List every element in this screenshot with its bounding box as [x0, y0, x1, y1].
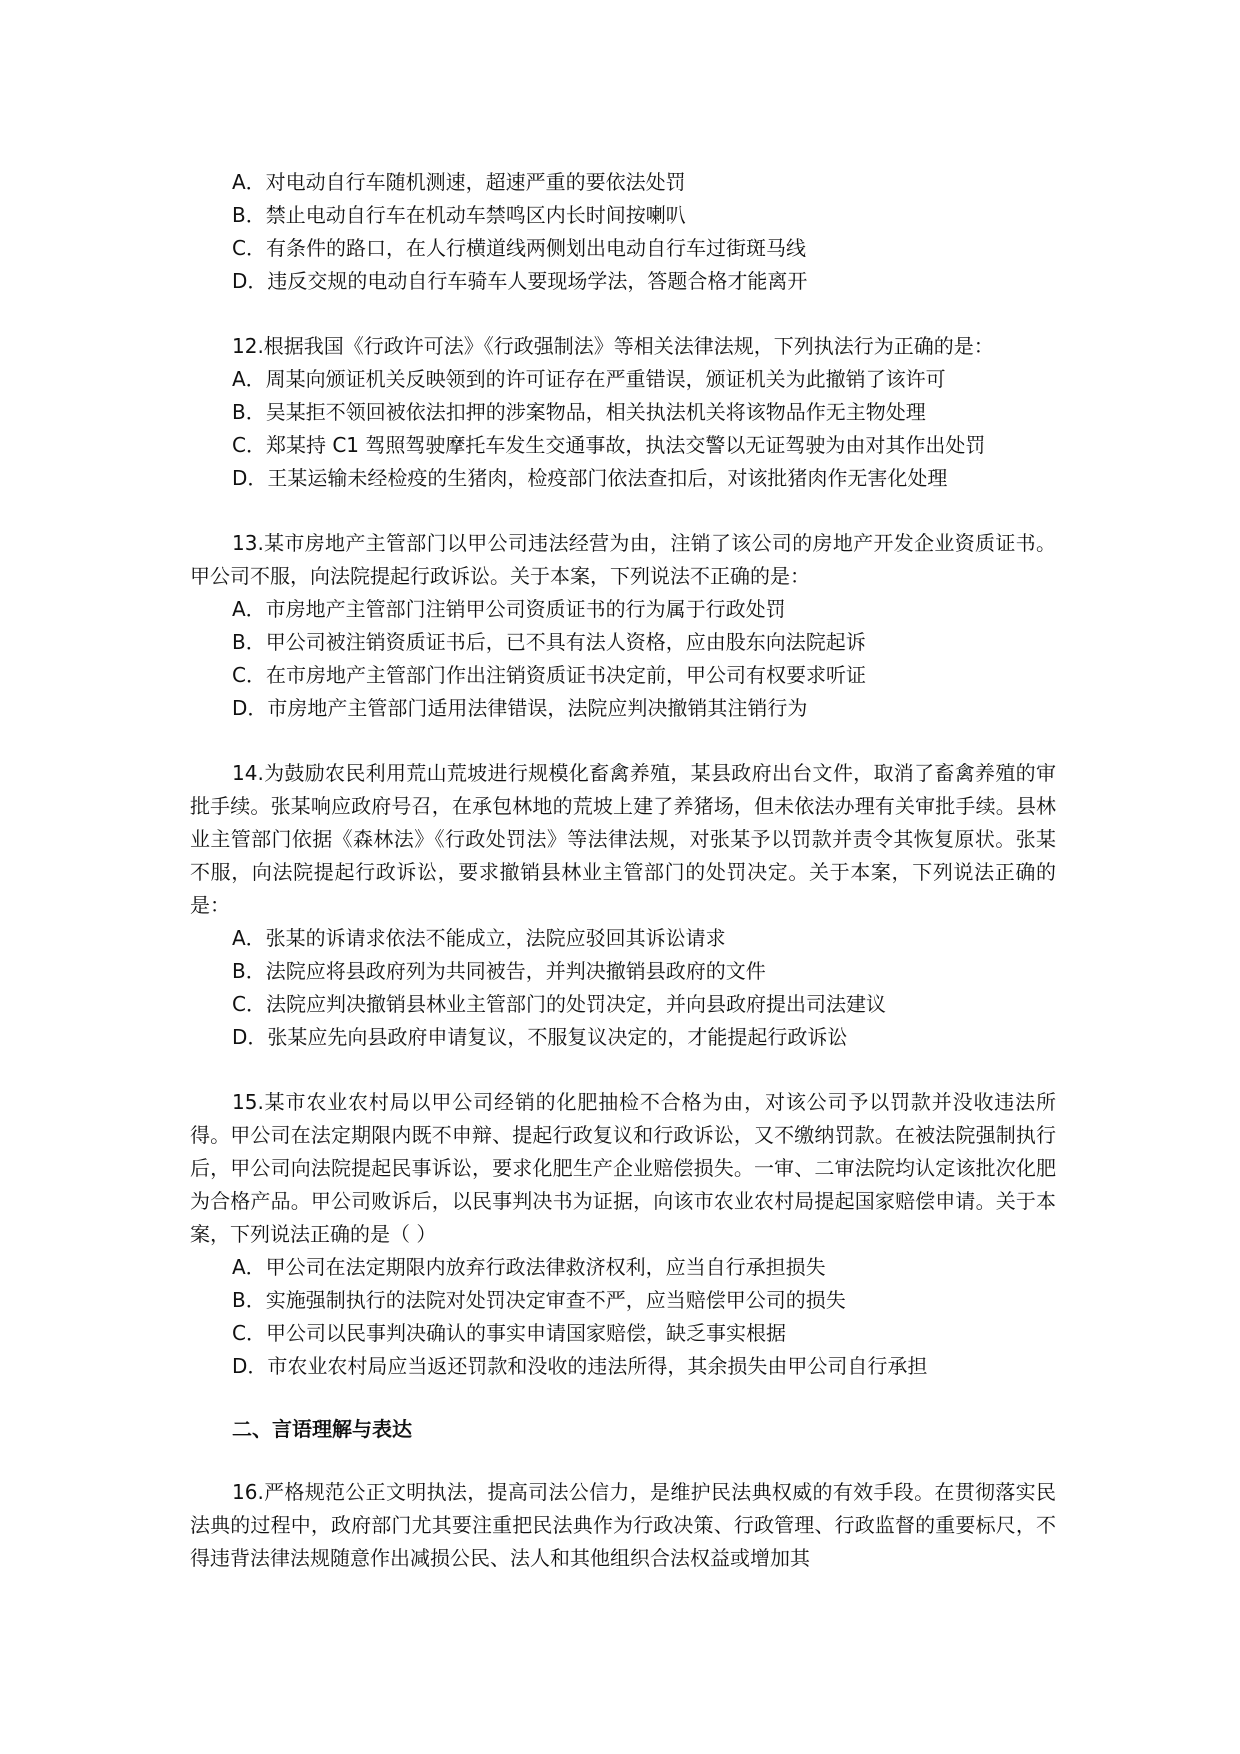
question-14: [190, 757, 1056, 1054]
spacer: [190, 725, 1056, 757]
q14-option-b: B．法院应将县政府列为共同被告，并判决撤销县政府的文件: [232, 959, 766, 983]
q14-option-a: A．张某的诉请求依法不能成立，法院应驳回其诉讼请求: [232, 926, 726, 950]
q12-option-d: D．王某运输未经检疫的生猪肉，检疫部门依法查扣后，对该批猪肉作无害化处理: [232, 466, 948, 490]
q11-option-c: C．有条件的路口，在人行横道线两侧划出电动自行车过街斑马线: [232, 236, 806, 260]
q13-option-c: C．在市房地产主管部门作出注销资质证书决定前，甲公司有权要求听证: [232, 663, 866, 687]
q15-stem: 15.某市农业农村局以甲公司经销的化肥抽检不合格为由，对该公司予以罚款并没收违法所得。甲公司在法定期限内既不申辩、提起行政复议和行政诉讼，又不缴纳罚款。在被法院强制执行后，甲公司向法院提起民事诉讼，要求化肥生产企业赔偿损失。一审、二审法院均认定该批次化肥为合格产品。甲公司败诉后，以民事判决书为证据，向该市农业农村局提起国家赔偿申请。关于本案，下列说法正确的是（ ）: [190, 1090, 1056, 1246]
q11-option-b: B．禁止电动自行车在机动车禁鸣区内长时间按喇叭: [232, 203, 686, 227]
question-11-options: [190, 166, 1056, 298]
question-13: [190, 527, 1056, 725]
q13-option-b: B．甲公司被注销资质证书后，已不具有法人资格，应由股东向法院起诉: [232, 630, 866, 654]
q13-option-d: D．市房地产主管部门适用法律错误，法院应判决撤销其注销行为: [232, 696, 808, 720]
q15-option-d: D．市农业农村局应当返还罚款和没收的违法所得，其余损失由甲公司自行承担: [232, 1354, 928, 1378]
q15-option-c: C．甲公司以民事判决确认的事实申请国家赔偿，缺乏事实根据: [232, 1321, 786, 1345]
q14-option-d: D．张某应先向县政府申请复议，不服复议决定的，才能提起行政诉讼: [232, 1025, 848, 1049]
spacer: [190, 495, 1056, 527]
q12-option-a: A．周某向颁证机关反映领到的许可证存在严重错误，颁证机关为此撤销了该许可: [232, 367, 946, 391]
q15-option-b: B．实施强制执行的法院对处罚决定审查不严，应当赔偿甲公司的损失: [232, 1288, 846, 1312]
spacer: [190, 298, 1056, 330]
section-heading: 二、言语理解与表达: [232, 1417, 412, 1441]
q13-option-a: A．市房地产主管部门注销甲公司资质证书的行为属于行政处罚: [232, 597, 786, 621]
spacer: [190, 1446, 1056, 1476]
spacer: [190, 1383, 1056, 1413]
q13-stem: 13.某市房地产主管部门以甲公司违法经营为由，注销了该公司的房地产开发企业资质证书。甲公司不服，向法院提起行政诉讼。关于本案，下列说法不正确的是：: [190, 531, 1056, 588]
question-16: [190, 1476, 1056, 1575]
question-15: [190, 1086, 1056, 1383]
q14-stem: 14.为鼓励农民利用荒山荒坡进行规模化畜禽养殖，某县政府出台文件，取消了畜禽养殖的审批手续。张某响应政府号召，在承包林地的荒坡上建了养猪场，但未依法办理有关审批手续。县林业主管部门依据《森林法》《行政处罚法》等法律法规，对张某予以罚款并责令其恢复原状。张某不服，向法院提起行政诉讼，要求撤销县林业主管部门的处罚决定。关于本案，下列说法正确的是：: [190, 761, 1056, 917]
q16-stem: 16.严格规范公正文明执法，提高司法公信力，是维护民法典权威的有效手段。在贯彻落实民法典的过程中，政府部门尤其要注重把民法典作为行政决策、行政管理、行政监督的重要标尺，不得违背法律法规随意作出减损公民、法人和其他组织合法权益或增加其: [190, 1480, 1056, 1570]
spacer: [190, 1054, 1056, 1086]
q11-option-d: D．违反交规的电动自行车骑车人要现场学法，答题合格才能离开: [232, 269, 808, 293]
q12-option-c: C．郑某持 C1 驾照驾驶摩托车发生交通事故，执法交警以无证驾驶为由对其作出处罚: [232, 433, 986, 457]
q14-option-c: C．法院应判决撤销县林业主管部门的处罚决定，并向县政府提出司法建议: [232, 992, 886, 1016]
q12-option-b: B．吴某拒不领回被依法扣押的涉案物品，相关执法机关将该物品作无主物处理: [232, 400, 926, 424]
question-12: [190, 330, 1056, 495]
q11-option-a: A．对电动自行车随机测速，超速严重的要依法处罚: [232, 170, 686, 194]
page-content: [190, 166, 1056, 1575]
q15-option-a: A．甲公司在法定期限内放弃行政法律救济权利，应当自行承担损失: [232, 1255, 826, 1279]
q12-stem: 12.根据我国《行政许可法》《行政强制法》等相关法律法规，下列执法行为正确的是：: [232, 334, 994, 358]
